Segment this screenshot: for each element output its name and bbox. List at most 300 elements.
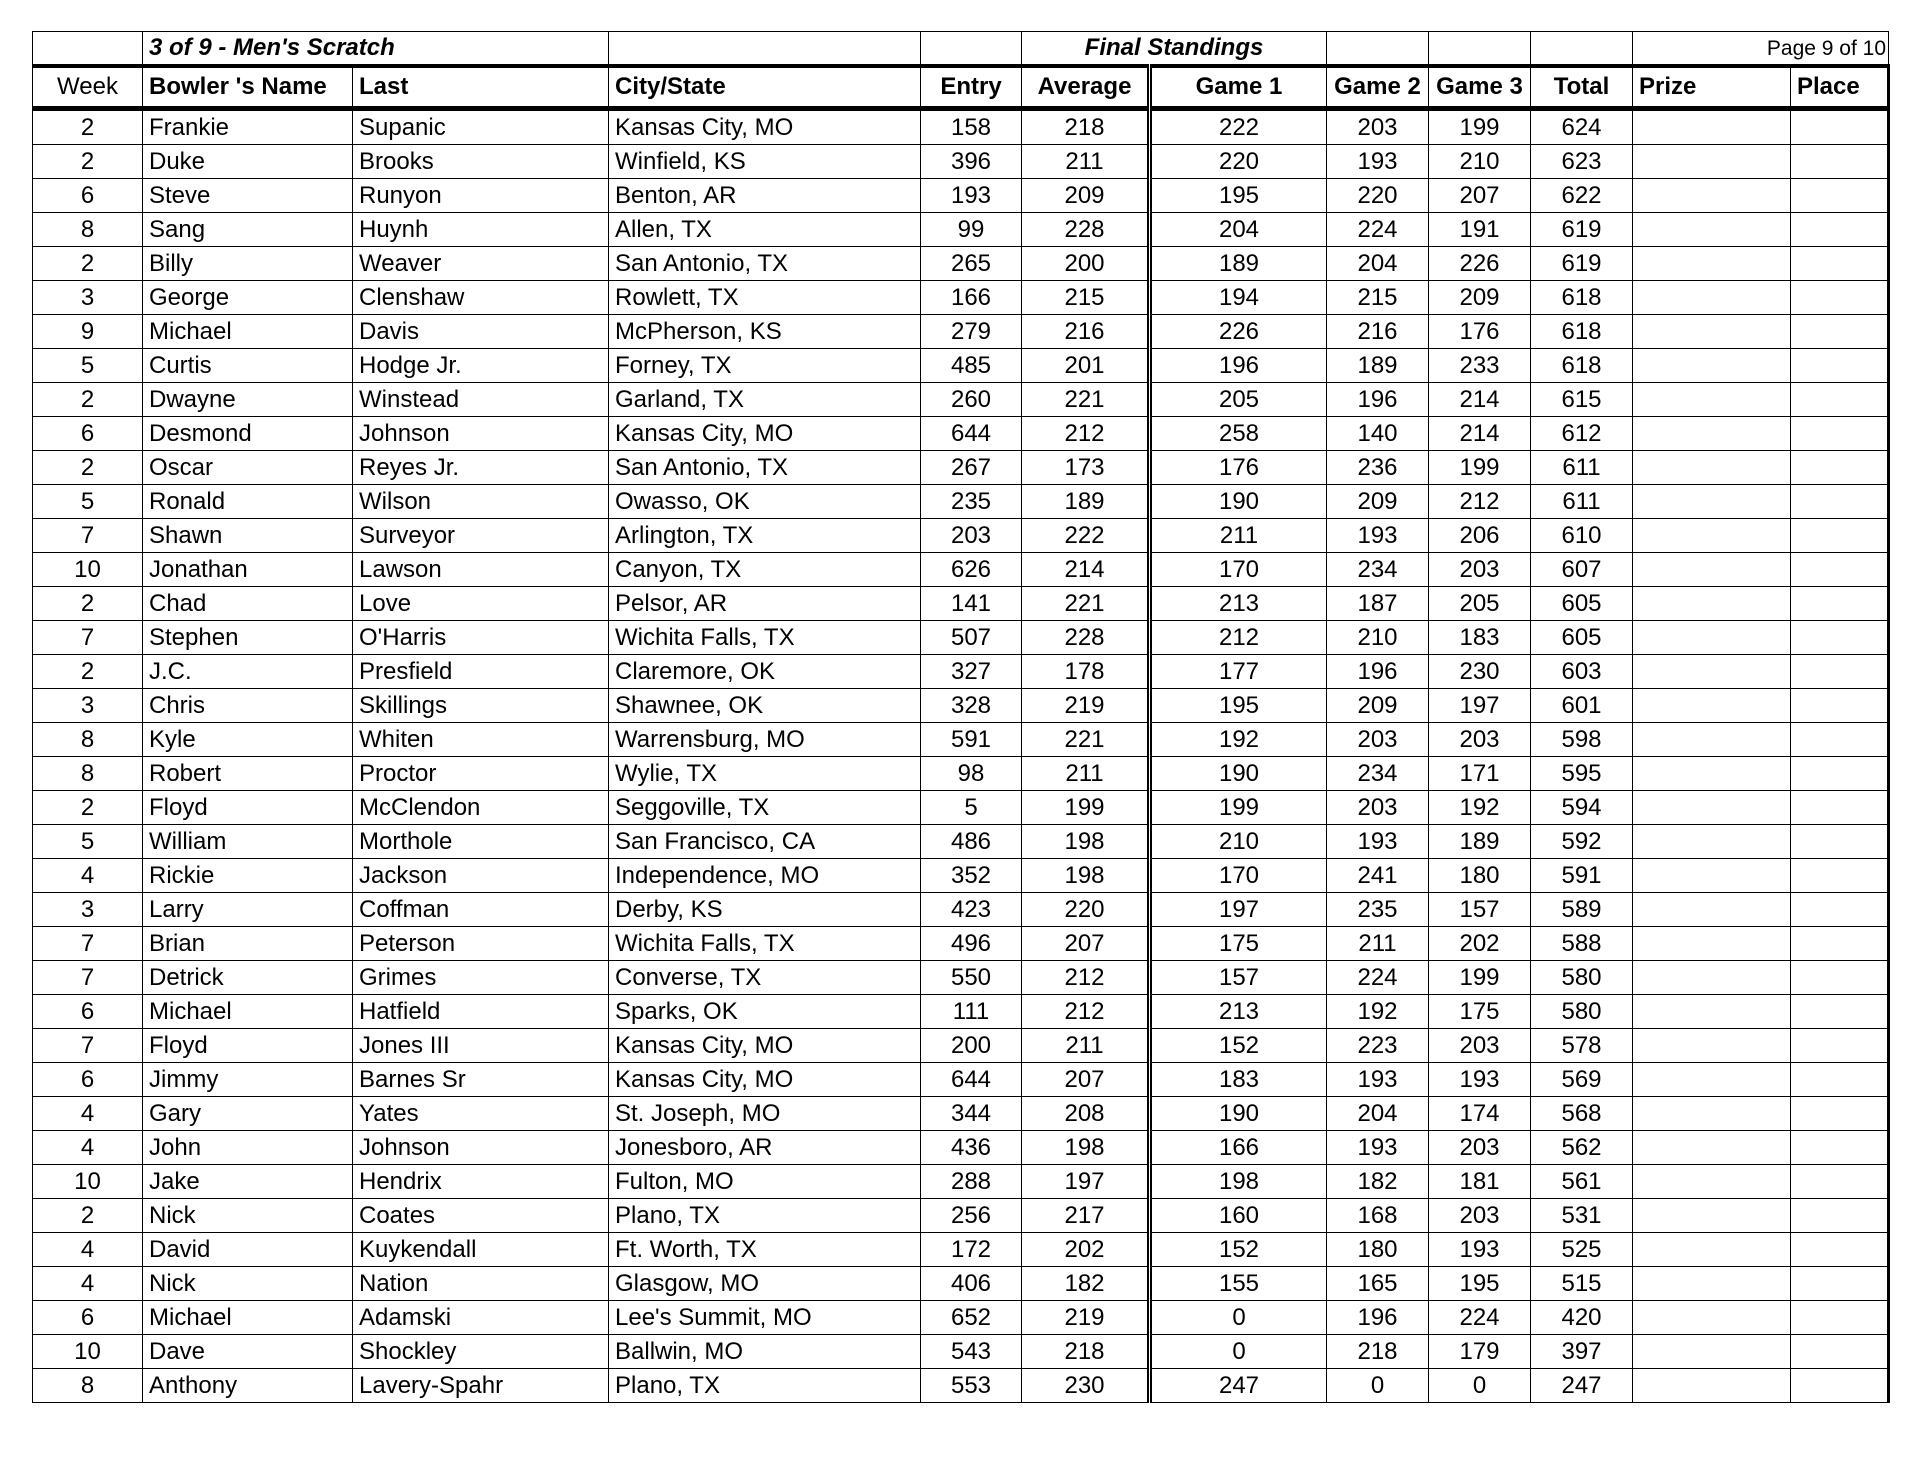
cell-entry: 423 [921,893,1022,927]
cell-prize [1633,1165,1791,1199]
cell-average: 212 [1022,995,1150,1029]
cell-entry: 485 [921,349,1022,383]
col-entry: Entry [921,66,1022,109]
cell-game3: 207 [1429,179,1531,213]
cell-prize [1633,961,1791,995]
cell-last-name: Lawson [353,553,609,587]
cell-first-name: Shawn [143,519,353,553]
header-row [33,66,1889,109]
cell-first-name: Oscar [143,451,353,485]
cell-prize [1633,791,1791,825]
cell-first-name: Floyd [143,1029,353,1063]
cell-last-name: Huynh [353,213,609,247]
cell-week: 4 [33,1097,143,1131]
table-row [33,315,1889,349]
cell-game2: 180 [1327,1233,1429,1267]
cell-game3: 203 [1429,723,1531,757]
cell-first-name: Michael [143,315,353,349]
table-row [33,587,1889,621]
cell-entry: 406 [921,1267,1022,1301]
cell-place [1791,1199,1889,1233]
cell-average: 218 [1022,1335,1150,1369]
cell-place [1791,893,1889,927]
cell-first-name: Stephen [143,621,353,655]
cell-game1: 212 [1150,621,1327,655]
cell-game3: 214 [1429,417,1531,451]
cell-first-name: Floyd [143,791,353,825]
cell-week: 8 [33,723,143,757]
table-row [33,995,1889,1029]
cell-game3: 176 [1429,315,1531,349]
cell-total: 603 [1531,655,1633,689]
cell-city-state: Independence, MO [609,859,921,893]
cell-week: 6 [33,179,143,213]
cell-last-name: Weaver [353,247,609,281]
cell-entry: 288 [921,1165,1022,1199]
cell-place [1791,655,1889,689]
cell-entry: 652 [921,1301,1022,1335]
cell-game3: 203 [1429,1029,1531,1063]
cell-game2: 234 [1327,757,1429,791]
cell-total: 615 [1531,383,1633,417]
cell-game3: 189 [1429,825,1531,859]
cell-game3: 157 [1429,893,1531,927]
cell-average: 198 [1022,825,1150,859]
cell-last-name: Love [353,587,609,621]
cell-average: 216 [1022,315,1150,349]
cell-game2: 192 [1327,995,1429,1029]
cell-first-name: Duke [143,145,353,179]
table-row [33,349,1889,383]
cell-game3: 199 [1429,109,1531,145]
col-week: Week [33,66,143,109]
cell-entry: 267 [921,451,1022,485]
cell-game2: 193 [1327,825,1429,859]
cell-first-name: Nick [143,1199,353,1233]
cell-prize [1633,349,1791,383]
table-row [33,655,1889,689]
cell-city-state: Plano, TX [609,1369,921,1403]
cell-total: 605 [1531,587,1633,621]
cell-total: 618 [1531,315,1633,349]
table-row [33,1335,1889,1369]
cell-first-name: Dwayne [143,383,353,417]
cell-game1: 220 [1150,145,1327,179]
table-row [33,723,1889,757]
cell-week: 7 [33,621,143,655]
table-row [33,1029,1889,1063]
cell-game3: 226 [1429,247,1531,281]
cell-city-state: Shawnee, OK [609,689,921,723]
cell-total: 618 [1531,349,1633,383]
cell-last-name: Jackson [353,859,609,893]
cell-game3: 199 [1429,451,1531,485]
cell-game2: 165 [1327,1267,1429,1301]
cell-game1: 199 [1150,791,1327,825]
table-row [33,1301,1889,1335]
cell-prize [1633,1335,1791,1369]
cell-average: 215 [1022,281,1150,315]
table-row [33,1097,1889,1131]
cell-game3: 199 [1429,961,1531,995]
cell-entry: 327 [921,655,1022,689]
cell-prize [1633,1369,1791,1403]
cell-game1: 213 [1150,995,1327,1029]
cell-game2: 235 [1327,893,1429,927]
cell-first-name: Dave [143,1335,353,1369]
cell-game2: 203 [1327,723,1429,757]
cell-city-state: Owasso, OK [609,485,921,519]
cell-game1: 211 [1150,519,1327,553]
cell-city-state: Kansas City, MO [609,1063,921,1097]
cell-game1: 194 [1150,281,1327,315]
cell-entry: 200 [921,1029,1022,1063]
cell-city-state: St. Joseph, MO [609,1097,921,1131]
cell-game2: 196 [1327,1301,1429,1335]
cell-game1: 192 [1150,723,1327,757]
cell-last-name: Adamski [353,1301,609,1335]
cell-game2: 193 [1327,519,1429,553]
col-game1: Game 1 [1150,66,1327,109]
table-row [33,791,1889,825]
cell-game2: 223 [1327,1029,1429,1063]
cell-entry: 235 [921,485,1022,519]
cell-entry: 507 [921,621,1022,655]
table-row [33,1267,1889,1301]
cell-game1: 190 [1150,757,1327,791]
table-row [33,1199,1889,1233]
cell-week: 5 [33,485,143,519]
col-game3: Game 3 [1429,66,1531,109]
cell-place [1791,995,1889,1029]
cell-game3: 197 [1429,689,1531,723]
section-title: 3 of 9 - Men's Scratch [143,32,609,67]
cell-average: 178 [1022,655,1150,689]
cell-place [1791,621,1889,655]
cell-prize [1633,757,1791,791]
table-row [33,927,1889,961]
cell-game3: 175 [1429,995,1531,1029]
cell-game3: 181 [1429,1165,1531,1199]
cell-last-name: Winstead [353,383,609,417]
cell-average: 219 [1022,1301,1150,1335]
cell-last-name: Jones III [353,1029,609,1063]
cell-game3: 210 [1429,145,1531,179]
cell-game2: 193 [1327,1063,1429,1097]
standings-title: Final Standings [1022,32,1327,67]
cell-game1: 152 [1150,1029,1327,1063]
cell-week: 4 [33,859,143,893]
cell-place [1791,1131,1889,1165]
table-row [33,383,1889,417]
cell-game1: 197 [1150,893,1327,927]
cell-place [1791,1029,1889,1063]
cell-city-state: Fulton, MO [609,1165,921,1199]
cell-first-name: Jimmy [143,1063,353,1097]
cell-game1: 157 [1150,961,1327,995]
cell-game2: 224 [1327,213,1429,247]
cell-prize [1633,1097,1791,1131]
cell-prize [1633,893,1791,927]
cell-game2: 234 [1327,553,1429,587]
cell-place [1791,927,1889,961]
cell-last-name: Wilson [353,485,609,519]
cell-last-name: Johnson [353,1131,609,1165]
cell-game1: 183 [1150,1063,1327,1097]
cell-city-state: Converse, TX [609,961,921,995]
cell-average: 199 [1022,791,1150,825]
cell-week: 4 [33,1131,143,1165]
cell-week: 10 [33,1165,143,1199]
cell-place [1791,1097,1889,1131]
cell-city-state: Kansas City, MO [609,1029,921,1063]
cell-average: 208 [1022,1097,1150,1131]
cell-week: 9 [33,315,143,349]
col-average: Average [1022,66,1150,109]
cell-average: 189 [1022,485,1150,519]
cell-game3: 192 [1429,791,1531,825]
cell-week: 7 [33,519,143,553]
cell-average: 207 [1022,927,1150,961]
title-cell-week [33,32,143,67]
cell-city-state: Pelsor, AR [609,587,921,621]
cell-game2: 0 [1327,1369,1429,1403]
cell-first-name: J.C. [143,655,353,689]
col-place: Place [1791,66,1889,109]
cell-prize [1633,1029,1791,1063]
cell-total: 525 [1531,1233,1633,1267]
cell-average: 219 [1022,689,1150,723]
cell-game3: 191 [1429,213,1531,247]
cell-game3: 180 [1429,859,1531,893]
cell-week: 8 [33,213,143,247]
cell-city-state: Jonesboro, AR [609,1131,921,1165]
cell-week: 2 [33,109,143,145]
cell-week: 4 [33,1233,143,1267]
cell-last-name: Surveyor [353,519,609,553]
cell-game1: 205 [1150,383,1327,417]
cell-entry: 328 [921,689,1022,723]
cell-prize [1633,485,1791,519]
cell-average: 230 [1022,1369,1150,1403]
cell-place [1791,961,1889,995]
cell-game1: 226 [1150,315,1327,349]
cell-game3: 212 [1429,485,1531,519]
table-row [33,1233,1889,1267]
cell-last-name: Davis [353,315,609,349]
cell-place [1791,349,1889,383]
cell-game1: 170 [1150,859,1327,893]
cell-last-name: Hatfield [353,995,609,1029]
cell-average: 211 [1022,1029,1150,1063]
cell-place [1791,383,1889,417]
cell-average: 228 [1022,213,1150,247]
cell-prize [1633,1267,1791,1301]
cell-prize [1633,281,1791,315]
cell-game2: 193 [1327,145,1429,179]
cell-first-name: Steve [143,179,353,213]
cell-week: 3 [33,893,143,927]
cell-total: 568 [1531,1097,1633,1131]
cell-entry: 591 [921,723,1022,757]
cell-place [1791,1233,1889,1267]
cell-city-state: Kansas City, MO [609,109,921,145]
cell-city-state: Claremore, OK [609,655,921,689]
cell-total: 580 [1531,961,1633,995]
cell-average: 207 [1022,1063,1150,1097]
cell-game1: 195 [1150,689,1327,723]
cell-prize [1633,1233,1791,1267]
title-cell-total [1531,32,1633,67]
cell-place [1791,587,1889,621]
cell-week: 2 [33,451,143,485]
cell-game2: 218 [1327,1335,1429,1369]
cell-game1: 160 [1150,1199,1327,1233]
cell-city-state: McPherson, KS [609,315,921,349]
cell-first-name: Jake [143,1165,353,1199]
cell-total: 592 [1531,825,1633,859]
cell-total: 610 [1531,519,1633,553]
cell-place [1791,689,1889,723]
cell-city-state: Forney, TX [609,349,921,383]
cell-city-state: Rowlett, TX [609,281,921,315]
cell-place [1791,859,1889,893]
cell-game1: 0 [1150,1335,1327,1369]
cell-city-state: Plano, TX [609,1199,921,1233]
cell-prize [1633,315,1791,349]
standings-body [33,109,1889,1403]
cell-prize [1633,1131,1791,1165]
cell-game1: 210 [1150,825,1327,859]
cell-total: 605 [1531,621,1633,655]
cell-game1: 177 [1150,655,1327,689]
cell-game1: 176 [1150,451,1327,485]
table-row [33,961,1889,995]
cell-place [1791,825,1889,859]
cell-game3: 174 [1429,1097,1531,1131]
cell-entry: 626 [921,553,1022,587]
cell-first-name: John [143,1131,353,1165]
cell-place [1791,1335,1889,1369]
cell-average: 228 [1022,621,1150,655]
cell-average: 217 [1022,1199,1150,1233]
cell-last-name: Shockley [353,1335,609,1369]
cell-last-name: Nation [353,1267,609,1301]
cell-average: 221 [1022,723,1150,757]
cell-game1: 204 [1150,213,1327,247]
table-row [33,179,1889,213]
cell-last-name: Proctor [353,757,609,791]
cell-first-name: Brian [143,927,353,961]
cell-entry: 396 [921,145,1022,179]
cell-total: 607 [1531,553,1633,587]
cell-game2: 216 [1327,315,1429,349]
cell-game1: 190 [1150,1097,1327,1131]
cell-first-name: Robert [143,757,353,791]
cell-prize [1633,621,1791,655]
cell-city-state: San Francisco, CA [609,825,921,859]
cell-average: 173 [1022,451,1150,485]
cell-game2: 210 [1327,621,1429,655]
cell-prize [1633,1199,1791,1233]
cell-place [1791,213,1889,247]
cell-week: 6 [33,417,143,451]
cell-average: 197 [1022,1165,1150,1199]
cell-city-state: Benton, AR [609,179,921,213]
cell-game2: 220 [1327,179,1429,213]
cell-first-name: Gary [143,1097,353,1131]
cell-place [1791,315,1889,349]
cell-game3: 203 [1429,1199,1531,1233]
cell-week: 10 [33,1335,143,1369]
cell-total: 598 [1531,723,1633,757]
cell-prize [1633,109,1791,145]
cell-game3: 206 [1429,519,1531,553]
col-first-name: Bowler 's Name [143,66,353,109]
cell-first-name: Curtis [143,349,353,383]
cell-entry: 99 [921,213,1022,247]
cell-first-name: Detrick [143,961,353,995]
cell-week: 8 [33,757,143,791]
cell-week: 4 [33,1267,143,1301]
cell-city-state: Lee's Summit, MO [609,1301,921,1335]
cell-entry: 436 [921,1131,1022,1165]
cell-last-name: Supanic [353,109,609,145]
cell-game3: 203 [1429,553,1531,587]
cell-total: 589 [1531,893,1633,927]
cell-entry: 203 [921,519,1022,553]
cell-week: 2 [33,655,143,689]
cell-first-name: Sang [143,213,353,247]
cell-entry: 141 [921,587,1022,621]
cell-week: 2 [33,791,143,825]
cell-average: 198 [1022,1131,1150,1165]
cell-total: 515 [1531,1267,1633,1301]
cell-last-name: Brooks [353,145,609,179]
cell-entry: 352 [921,859,1022,893]
cell-game3: 224 [1429,1301,1531,1335]
cell-place [1791,417,1889,451]
cell-average: 211 [1022,145,1150,179]
cell-first-name: Frankie [143,109,353,145]
cell-game3: 179 [1429,1335,1531,1369]
cell-prize [1633,179,1791,213]
cell-week: 6 [33,1063,143,1097]
cell-last-name: Coates [353,1199,609,1233]
cell-average: 198 [1022,859,1150,893]
cell-last-name: Kuykendall [353,1233,609,1267]
cell-game3: 193 [1429,1063,1531,1097]
cell-entry: 553 [921,1369,1022,1403]
cell-city-state: Wylie, TX [609,757,921,791]
cell-game2: 204 [1327,1097,1429,1131]
table-row [33,247,1889,281]
cell-average: 212 [1022,961,1150,995]
cell-week: 7 [33,961,143,995]
cell-entry: 98 [921,757,1022,791]
cell-place [1791,1369,1889,1403]
cell-total: 578 [1531,1029,1633,1063]
cell-game2: 241 [1327,859,1429,893]
cell-entry: 256 [921,1199,1022,1233]
cell-average: 222 [1022,519,1150,553]
cell-entry: 644 [921,1063,1022,1097]
cell-average: 211 [1022,757,1150,791]
cell-prize [1633,825,1791,859]
cell-game1: 152 [1150,1233,1327,1267]
table-row [33,145,1889,179]
cell-total: 562 [1531,1131,1633,1165]
